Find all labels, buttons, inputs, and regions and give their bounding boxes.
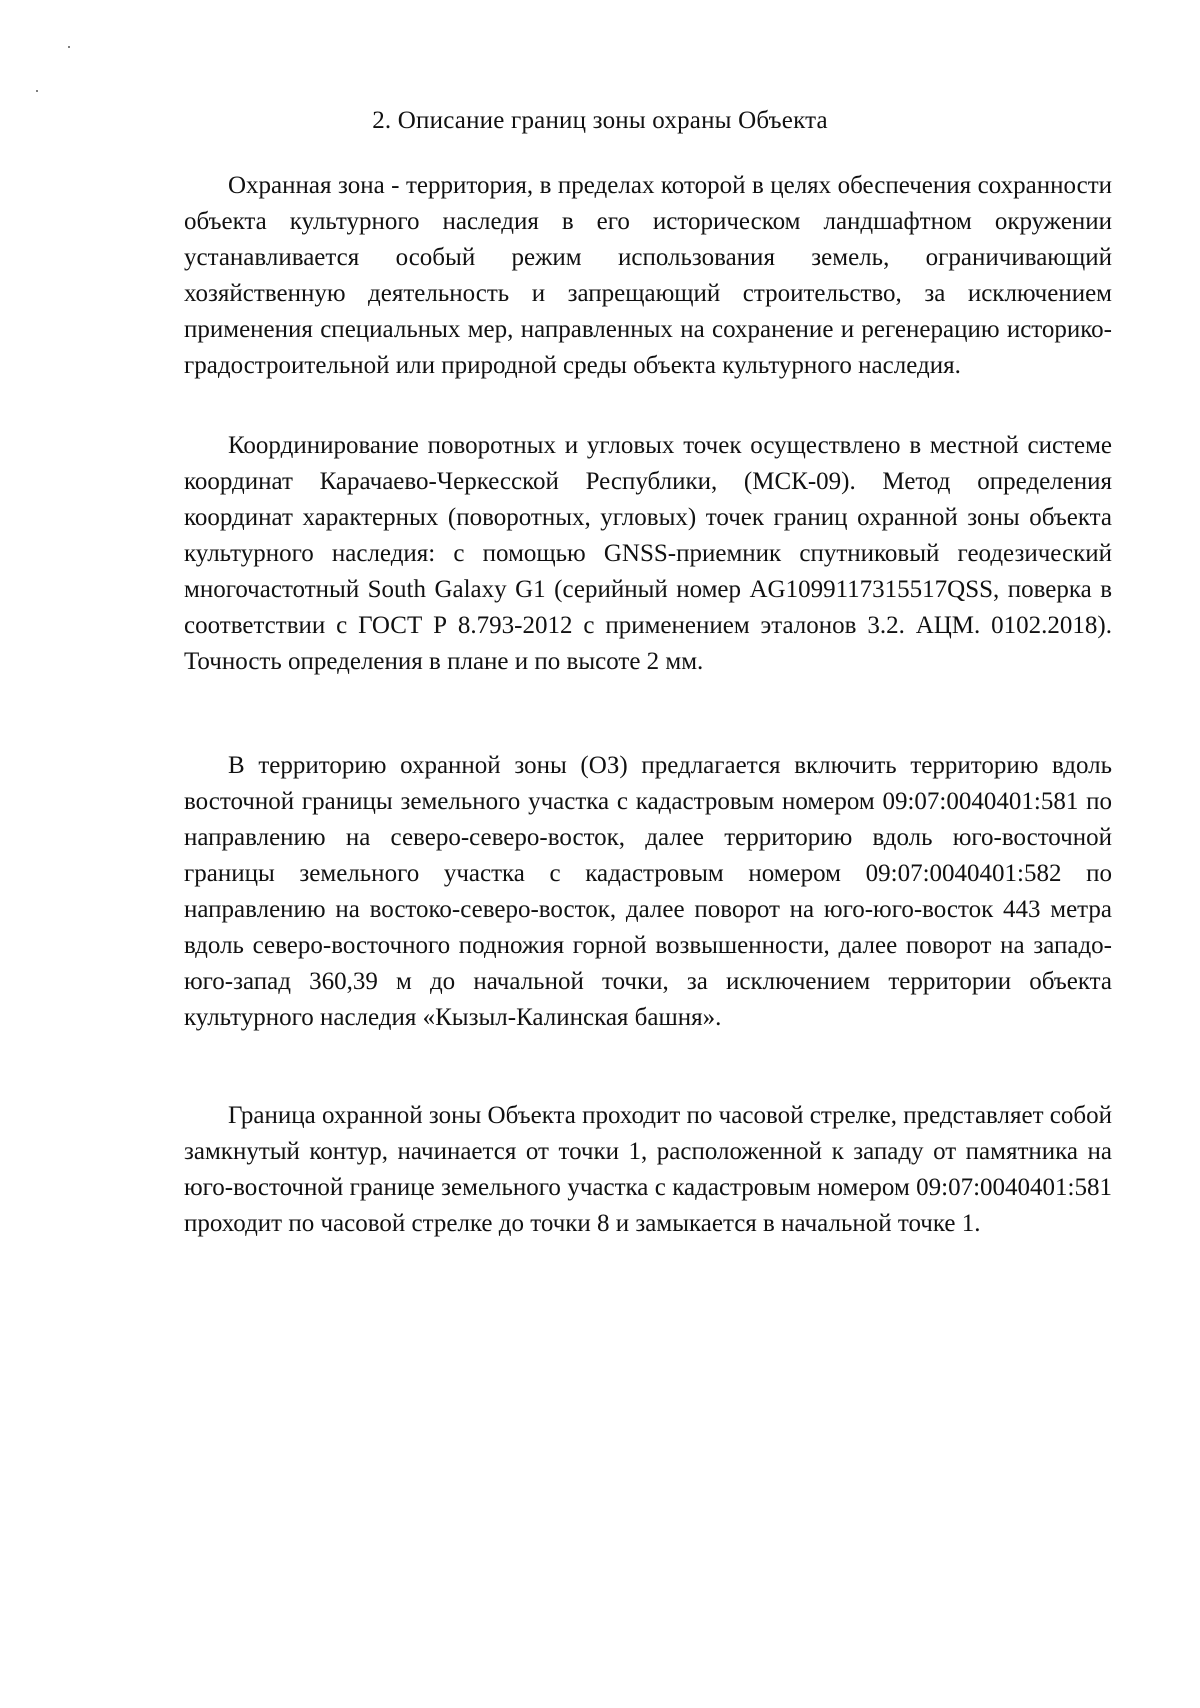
paragraph-text: Охранная зона - территория, в пределах которой в целях обеспечения сохранности объекта культурного наследия в его историческом ландшафтном окружении устанавливается особый режим использования земель, ограничивающий хозяйственную деятельность и запрещающий строительство, за исключением применения специальных мер, направленных на сохранение и регенерацию историко-градостроительной или природной среды объекта культурного наследия. [184, 172, 1112, 379]
paragraph-zone-territory [184, 748, 1112, 1036]
paragraph-text: Граница охранной зоны Объекта проходит по часовой стрелке, представляет собой замкнутый контур, начинается от точки 1, расположенной к западу от памятника на юго-восточной границе земельного участка с кадастровым номером 09:07:0040401:581 проходит по часовой стрелке до точки 8 и замыкается в начальной точке 1. [184, 1102, 1112, 1237]
section-heading: 2. Описание границ зоны охраны Объекта [372, 107, 828, 134]
paragraph-text: В территорию охранной зоны (ОЗ) предлагается включить территорию вдоль восточной границы земельного участка с кадастровым номером 09:07:0040401:581 по направлению на северо-северо-восток, далее территорию вдоль юго-восточной границы земельного участка с кадастровым номером 09:07:0040401:582 по направлению на востоко-северо-восток, далее поворот на юго-юго-восток 443 метра вдоль северо-восточного подножия горной возвышенности, далее поворот на западо-юго-запад 360,39 м до начальной точки, за исключением территории объекта культурного наследия «Кызыл-Калинская башня». [184, 752, 1112, 1031]
paragraph-coordinate-method [184, 428, 1112, 680]
scan-speck [36, 90, 38, 92]
paragraph-protection-zone-definition [184, 168, 1112, 384]
scan-speck [68, 46, 70, 48]
paragraph-text: Координирование поворотных и угловых точек осуществлено в местной системе координат Карачаево-Черкесской Республики, (МСК-09). Метод определения координат характерных (поворотных, угловых) точек границ охранной зоны объекта культурного наследия: с помощью GNSS-приемник спутниковый геодезический многочастотный South Galaxy G1 (серийный номер AG1099117315517QSS, поверка в соответствии с ГОСТ Р 8.793-2012 с применением эталонов 3.2. АЦМ. 0102.2018). Точность определения в плане и по высоте 2 мм. [184, 432, 1112, 675]
paragraph-zone-boundary [184, 1098, 1112, 1242]
